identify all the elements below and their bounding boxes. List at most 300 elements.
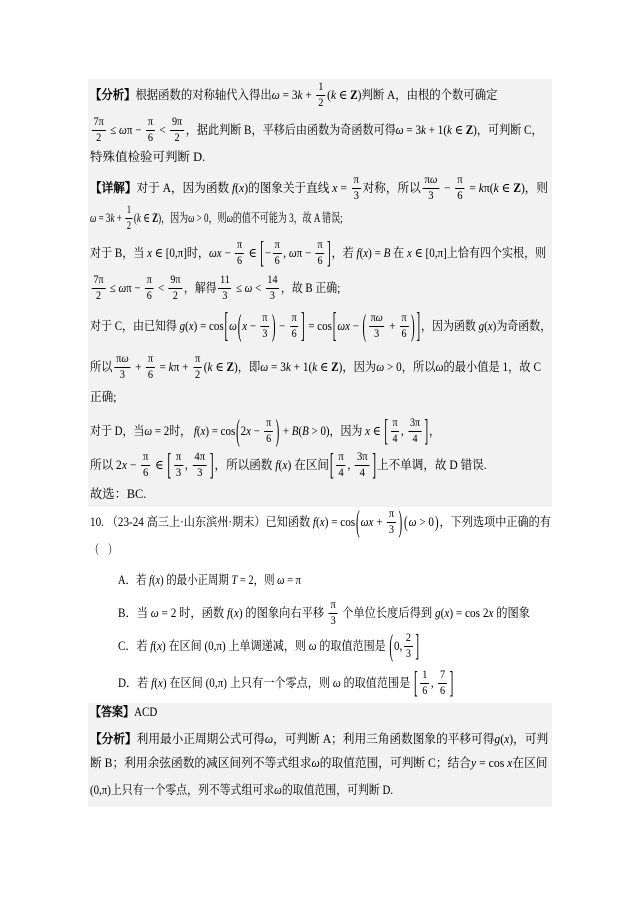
text-run: ∈ — [498, 181, 514, 196]
fraction — [273, 239, 282, 268]
left-bracket: [ — [384, 413, 389, 448]
text-run: 6 — [274, 254, 280, 267]
math-variable: x — [239, 181, 245, 196]
math-variable: f — [231, 181, 236, 196]
text-run: 特殊值检验可判断 D. — [90, 150, 206, 164]
fraction-numerator — [355, 451, 369, 466]
text-run: = π — [284, 573, 301, 587]
fraction-numerator — [125, 204, 132, 219]
bracket-content — [265, 239, 326, 268]
math-variable: x — [332, 181, 338, 196]
fraction-denominator — [171, 289, 179, 303]
text-run: ∈ — [451, 123, 466, 138]
fraction — [146, 116, 155, 145]
fraction-denominator — [400, 327, 409, 341]
fraction — [329, 599, 338, 628]
prev-solution-line-8 — [90, 305, 552, 345]
math-variable: ω — [150, 606, 159, 621]
text-run: < — [155, 281, 167, 296]
text-run: ≤ — [233, 281, 245, 296]
bracket-content — [229, 308, 300, 343]
text-run: C．若 — [118, 639, 151, 654]
bracketed-expression — [166, 447, 214, 482]
bracketed-expression — [362, 308, 416, 343]
fraction-numerator — [235, 239, 244, 254]
text-run: ) — [238, 606, 243, 621]
bracketed-expression — [384, 413, 429, 448]
text-run: D．若 — [118, 676, 152, 691]
math-variable: g — [434, 606, 441, 621]
text-run: π — [175, 450, 182, 463]
fraction-denominator — [329, 614, 338, 628]
text-run: 对称，所以 — [362, 181, 421, 196]
prev-solution-line-6 — [90, 235, 547, 270]
fraction-denominator — [235, 254, 244, 268]
bold-text: 【答案】 — [90, 705, 135, 719]
text-run: = 3 — [279, 88, 298, 103]
fraction-numerator — [145, 274, 154, 289]
bracket-content — [172, 451, 209, 480]
fraction-numerator — [193, 353, 202, 368]
fraction-denominator — [268, 289, 276, 303]
math-variable: ω — [260, 360, 269, 375]
text-run: − — [221, 246, 234, 261]
text-run: π — [291, 311, 297, 324]
math-variable: ωx — [209, 246, 222, 261]
fraction-numerator — [261, 312, 270, 327]
fraction-numerator — [337, 451, 346, 466]
math-variable: ωx — [337, 319, 350, 334]
text-run: )，即 — [234, 360, 261, 375]
text-run: ( — [133, 211, 137, 226]
fraction — [174, 451, 183, 480]
math-variable: ω — [271, 88, 280, 103]
right-bracket: ] — [449, 665, 454, 700]
text-run: A．若 — [118, 573, 150, 587]
fraction — [352, 174, 361, 203]
text-run: 上只有一个零点，列不等式组可求 — [110, 783, 275, 797]
math-variable: k — [136, 211, 141, 226]
text-run: ，下列选项中正确的有 — [439, 515, 551, 530]
prev-solution-line-12 — [90, 447, 487, 482]
bracket-content — [409, 514, 434, 530]
text-run: π — [370, 311, 376, 324]
text-run: ( — [235, 181, 240, 196]
prev-solution-line-9 — [90, 353, 541, 382]
bracket-content — [241, 417, 275, 446]
bracketed-expression — [355, 504, 403, 539]
text-run: ( — [154, 676, 158, 691]
right-bracket: ) — [398, 504, 403, 539]
text-run: )，可判断 C， — [473, 123, 543, 138]
text-run: ( — [278, 458, 283, 473]
bracketed-expression — [403, 514, 439, 530]
fraction-denominator — [420, 684, 429, 698]
math-variable: f — [149, 573, 152, 587]
fraction-numerator — [169, 274, 183, 289]
text-run: 7 — [440, 668, 446, 681]
text-run: 6 — [401, 327, 407, 340]
fraction-numerator — [170, 116, 184, 131]
bracketed-expression — [413, 665, 454, 700]
text-run: − — [276, 319, 289, 334]
text-run: ( — [500, 732, 505, 746]
text-run: 6 — [146, 289, 152, 302]
fraction — [316, 239, 325, 268]
prev-solution-line-1 — [90, 81, 497, 110]
text-run: π — [274, 238, 280, 251]
bold-text: 【详解】 — [90, 181, 137, 196]
left-bracket: [ — [329, 447, 334, 482]
text-run: − — [126, 458, 140, 473]
text-run: π − — [126, 281, 144, 296]
fraction-numerator — [329, 599, 338, 614]
text-run: 1 — [318, 80, 324, 93]
text-run: 上不单调，故 D 错误. — [377, 458, 487, 473]
fraction — [145, 274, 154, 303]
text-run: , — [347, 458, 354, 473]
bracket-content — [335, 451, 372, 480]
math-variable: ω — [332, 676, 341, 691]
fraction-numerator — [266, 274, 280, 289]
fraction-numerator — [92, 274, 106, 289]
math-variable: k — [330, 88, 337, 103]
text-run: 的取值范围，可判断 D. — [281, 783, 394, 797]
fraction-numerator — [423, 174, 440, 189]
text-run: π — [262, 311, 268, 324]
fraction — [261, 312, 270, 341]
text-run: + — [114, 211, 125, 226]
text-run: ( — [185, 319, 189, 334]
fraction-denominator — [455, 189, 464, 203]
fraction-denominator — [261, 327, 270, 341]
left-bracket: [ — [224, 305, 229, 345]
fraction — [264, 417, 273, 446]
left-bracket: [ — [260, 235, 264, 270]
math-variable: k — [312, 360, 318, 375]
text-run: 3π — [356, 450, 368, 463]
fraction-numerator — [438, 669, 447, 684]
text-run: 3 — [388, 523, 395, 536]
analysis-line-3 — [90, 782, 393, 798]
text-run: 2 — [405, 631, 411, 644]
math-variable: ω — [376, 360, 385, 375]
prev-solution-line-2 — [90, 116, 543, 145]
text-run: − — [251, 424, 263, 439]
text-run: 的图象向右平移 — [242, 606, 327, 621]
text-run: ( — [203, 360, 208, 375]
text-run: 的取值范围是 — [316, 639, 389, 654]
text-run: 6 — [147, 131, 153, 144]
analysis-line-2 — [90, 755, 548, 771]
text-run: ， — [429, 424, 440, 439]
text-run: ) = cos — [193, 319, 224, 334]
math-variable: ω — [144, 424, 153, 439]
text-run: B．当 — [118, 606, 151, 621]
bracket-content — [419, 669, 449, 698]
prev-solution-line-3 — [90, 149, 205, 165]
text-run: = 2 时，函数 — [158, 606, 227, 621]
text-run: ≤ — [107, 123, 120, 138]
math-variable: k — [297, 88, 303, 103]
bold-text: Z — [350, 88, 358, 103]
math-variable: x — [406, 246, 412, 261]
right-bracket: ] — [416, 305, 421, 345]
text-run: − — [247, 319, 259, 334]
fraction — [423, 174, 440, 203]
text-run: ) — [162, 639, 166, 654]
fraction-numerator — [316, 239, 325, 254]
text-run: 3 — [330, 614, 336, 627]
right-bracket: ) — [411, 308, 415, 343]
fraction — [266, 274, 280, 303]
text-run: 判断 A，由根的个数可确定 — [361, 88, 498, 103]
math-variable: k — [110, 211, 115, 226]
text-run: 的取值范围，可判断 C；结合 — [319, 756, 471, 770]
text-run: 4 — [392, 432, 398, 445]
right-bracket: ] — [424, 413, 429, 448]
math-variable: f — [193, 424, 197, 439]
text-run: > 0，所以 — [384, 360, 436, 375]
text-run: π — [353, 173, 359, 186]
fraction-numerator — [420, 669, 429, 684]
text-run: 3 — [197, 466, 203, 479]
text-run: + — [132, 360, 145, 375]
text-run: ) = cos 2 — [449, 606, 489, 621]
text-run: 3 — [262, 327, 268, 340]
math-variable: ω — [429, 173, 438, 186]
fraction — [391, 417, 400, 446]
text-run: 在区间 — [291, 458, 329, 473]
math-variable: x — [157, 676, 163, 691]
text-run: 2 — [194, 368, 201, 381]
text-run: 11 — [220, 273, 230, 286]
math-variable: ω — [188, 211, 195, 226]
text-run: = — [337, 181, 350, 196]
text-run: ( — [484, 319, 488, 334]
text-run: 根据函数的对称轴代入得出 — [135, 88, 272, 103]
fraction-denominator — [146, 368, 155, 382]
text-run: 的最小正周期 — [163, 573, 232, 587]
math-variable: B — [383, 246, 391, 261]
text-run: , — [401, 424, 407, 439]
fraction-numerator — [193, 451, 207, 466]
text-run: = 3 — [268, 360, 286, 375]
text-run: 故选：BC. — [90, 487, 147, 501]
text-run: 利用最小正周期公式可得 — [136, 732, 265, 746]
fraction-numerator — [92, 116, 106, 131]
text-run: )，因为 — [338, 360, 377, 375]
math-variable: y — [470, 756, 477, 770]
bold-text: 【分析】 — [90, 88, 136, 103]
text-run: 4π — [194, 450, 206, 463]
text-run: ) = cos — [324, 515, 356, 530]
text-run: ( — [327, 88, 331, 103]
text-run: π — [424, 173, 430, 186]
left-bracket: ( — [404, 512, 408, 532]
text-run: 对于 B，当 — [90, 246, 148, 261]
fraction-numerator — [174, 451, 183, 466]
text-run: = cos — [305, 319, 332, 334]
text-run: 的最小值是 1，故 C — [443, 360, 541, 375]
math-variable: x — [200, 424, 206, 439]
fraction — [141, 451, 150, 480]
fraction-denominator — [125, 219, 132, 233]
text-run: ，故 B 正确; — [280, 281, 341, 296]
prev-solution-line-10 — [90, 389, 116, 405]
text-run: 在 — [390, 246, 407, 261]
text-run: 2 — [174, 131, 180, 144]
text-run: < — [156, 123, 169, 138]
text-run: 0, — [393, 639, 403, 654]
fraction — [235, 239, 244, 268]
fraction — [290, 312, 299, 341]
fraction-numerator — [455, 174, 464, 189]
fraction-denominator — [145, 289, 153, 303]
text-run: π — [392, 416, 398, 429]
fraction — [400, 312, 409, 341]
option-b — [118, 599, 530, 628]
text-run: 3 — [405, 647, 411, 660]
fraction — [193, 353, 202, 382]
text-run: 3 — [374, 327, 380, 340]
math-variable: f — [226, 606, 231, 621]
fraction — [420, 669, 429, 698]
text-run: 14 — [267, 273, 278, 286]
text-run: 1 — [422, 668, 428, 681]
left-bracket: [ — [167, 447, 172, 482]
text-run: )，则 — [520, 181, 549, 196]
fraction-numerator — [316, 81, 325, 96]
math-variable: ω — [408, 515, 417, 530]
text-run: 2 — [96, 131, 102, 144]
math-variable: k — [421, 123, 426, 138]
text-run: π + — [173, 360, 192, 375]
bold-text: 【分析】 — [90, 732, 137, 746]
text-run: 7π — [93, 273, 104, 286]
fraction-numerator — [369, 312, 385, 327]
math-variable: k — [285, 360, 291, 375]
fraction — [438, 669, 447, 698]
text-run: 3 — [269, 289, 275, 302]
text-run: 1 — [126, 203, 132, 216]
text-run: π — [142, 450, 149, 463]
fraction-numerator — [146, 353, 155, 368]
text-run: 4 — [412, 432, 418, 445]
text-run: ∈ — [369, 424, 384, 439]
fraction-denominator — [174, 466, 183, 480]
text-run: − — [441, 181, 454, 196]
math-variable: x — [487, 319, 493, 334]
text-run: ∈ — [336, 88, 351, 103]
text-run: 所以 2 — [90, 458, 122, 473]
text-run: + — [373, 515, 386, 530]
text-run: π — [457, 173, 463, 186]
text-run: π − — [126, 123, 145, 138]
text-run: 3π — [410, 416, 421, 429]
text-run: ∈ [0,π]时， — [151, 246, 210, 261]
math-variable: g — [494, 732, 501, 746]
right-bracket: ] — [327, 235, 331, 270]
text-run: ) — [244, 181, 249, 196]
fraction-denominator — [173, 131, 182, 145]
text-run: π( — [483, 181, 494, 196]
text-run: 2 — [96, 289, 102, 302]
text-run: 在区间 — [512, 756, 548, 770]
text-run: 7π — [93, 115, 104, 128]
math-variable: ω — [311, 756, 320, 770]
text-run: ∈ — [212, 360, 227, 375]
analysis-line-1 — [90, 731, 548, 747]
text-run: > 0，则 — [194, 211, 227, 226]
fraction-numerator — [146, 116, 155, 131]
math-variable: ω — [308, 639, 317, 654]
fraction-denominator — [404, 647, 413, 661]
math-variable: ω — [119, 123, 127, 138]
fraction-numerator — [264, 417, 273, 432]
fraction-denominator — [141, 466, 150, 480]
math-variable: f — [151, 676, 155, 691]
bracket-content — [394, 632, 414, 661]
prev-solution-line-11 — [90, 413, 440, 448]
text-run: π — [388, 507, 395, 520]
fraction-numerator — [387, 508, 396, 523]
math-variable: x — [157, 639, 163, 654]
math-variable: ω — [375, 311, 383, 324]
text-run: ∈ — [317, 360, 332, 375]
left-bracket: ( — [356, 504, 360, 539]
math-variable: x — [444, 606, 450, 621]
math-variable: f — [150, 639, 154, 654]
math-variable: x — [188, 319, 194, 334]
text-run: 9π — [171, 115, 183, 128]
text-run: π — [330, 598, 336, 611]
text-run: 6 — [457, 189, 463, 202]
text-run: 3 — [175, 466, 182, 479]
fraction — [114, 353, 130, 382]
left-bracket: ( — [236, 413, 240, 448]
fraction — [408, 417, 422, 446]
math-variable: g — [478, 319, 485, 334]
option-c — [118, 628, 420, 663]
option-a — [118, 572, 301, 588]
fraction — [355, 451, 369, 480]
text-run: > 0)，因为 — [308, 424, 366, 439]
bold-text: Z — [152, 211, 159, 226]
fraction — [92, 116, 106, 145]
fraction-numerator — [408, 417, 422, 432]
math-variable: x — [246, 424, 251, 439]
math-variable: x — [242, 319, 248, 334]
text-run: 2 — [172, 289, 178, 302]
fraction-numerator — [352, 174, 361, 189]
text-run: + 1( — [425, 123, 448, 138]
bracketed-expression — [259, 235, 331, 270]
text-run: π — [338, 450, 344, 463]
math-variable: x — [233, 606, 239, 621]
text-run: ，解得 — [183, 281, 217, 296]
text-run: π — [317, 238, 323, 251]
text-run: ) — [492, 319, 497, 334]
math-variable: x — [507, 756, 513, 770]
fraction-numerator — [400, 312, 409, 327]
text-run: ) — [357, 88, 362, 103]
text-run: ，可判断 A；利用三角函数图象的平移可得 — [273, 732, 495, 746]
fraction — [125, 204, 132, 233]
bracketed-expression — [237, 308, 277, 343]
prev-solution-line-7 — [90, 274, 340, 303]
text-run: ACD — [134, 705, 158, 719]
